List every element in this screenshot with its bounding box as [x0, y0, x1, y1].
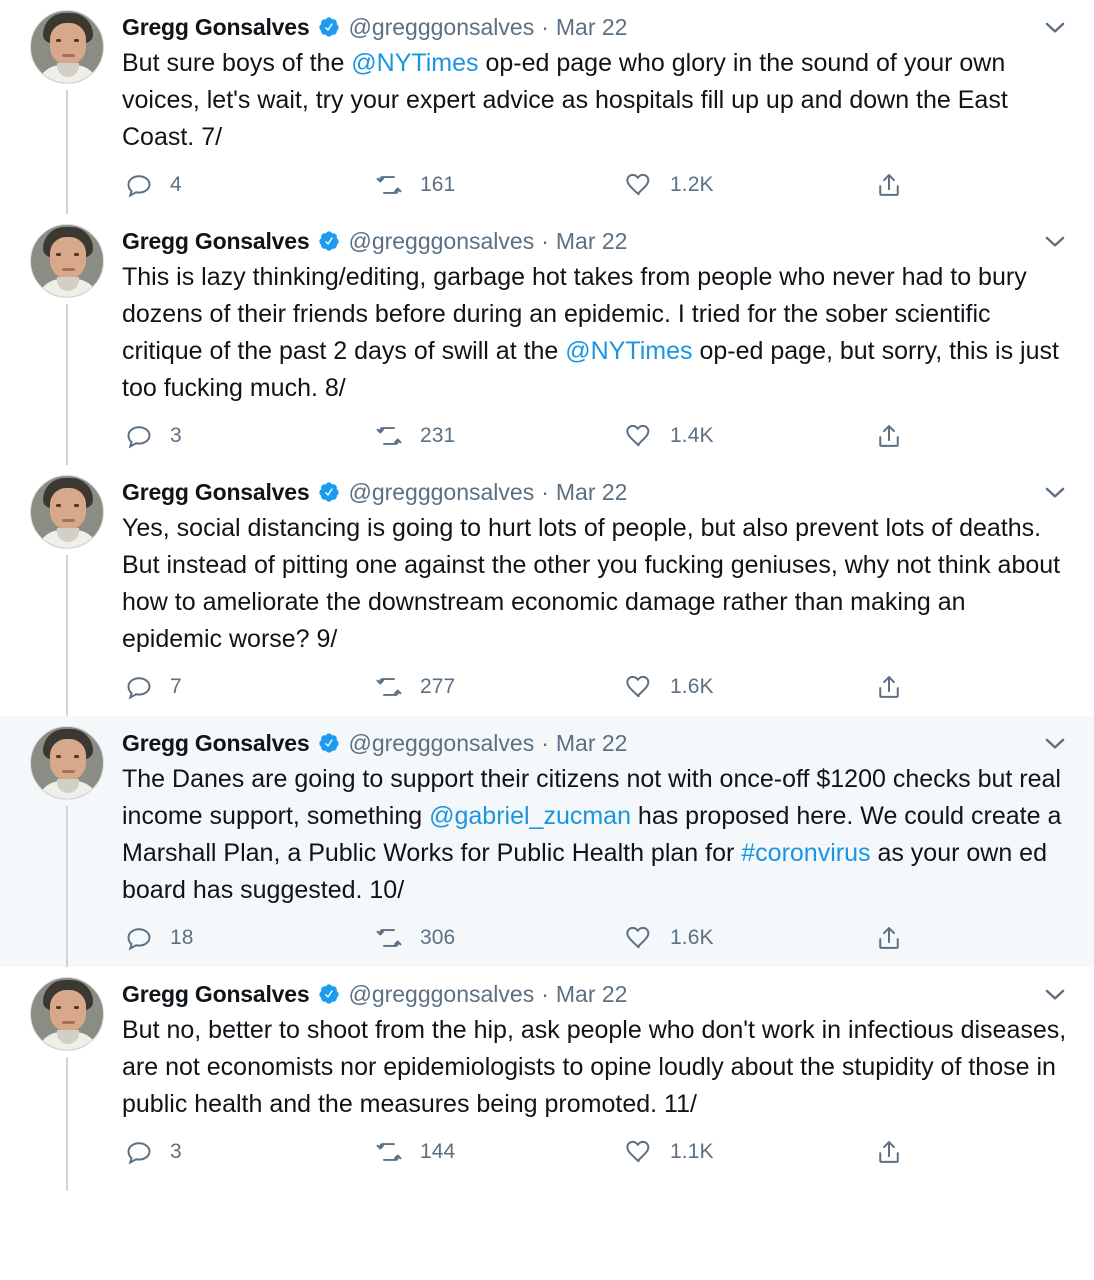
tweet-text [122, 510, 1072, 658]
meta-separator: · [541, 479, 549, 505]
like-count: 1.4K [670, 424, 714, 447]
tweet-header [122, 224, 1072, 258]
tweet-date[interactable]: Mar 22 [555, 228, 628, 254]
like-heart-icon [622, 1135, 656, 1169]
author-name[interactable]: Gregg Gonsalves [122, 14, 310, 40]
tweet-text-segment: op-ed page, but sorry, this is just too fucking much. 8/ [122, 337, 1059, 402]
avatar-column [30, 977, 122, 1177]
meta-separator: · [541, 981, 549, 1007]
verified-badge-icon [318, 983, 340, 1005]
share-action[interactable] [872, 921, 920, 955]
chevron-down-icon[interactable] [1038, 10, 1072, 44]
retweet-icon [372, 168, 406, 202]
reply-count: 4 [170, 173, 182, 196]
reply-icon [122, 168, 156, 202]
avatar-column [30, 10, 122, 210]
retweet-icon [372, 670, 406, 704]
tweet-text-link[interactable]: @gabriel_zucman [429, 802, 631, 830]
share-icon [872, 921, 906, 955]
tweet-actions [122, 670, 1072, 704]
reply-icon [122, 419, 156, 453]
tweet-text-link[interactable]: #coronvirus [741, 839, 871, 867]
chevron-down-icon[interactable] [1038, 224, 1072, 258]
tweet-header [122, 475, 1072, 509]
tweet-text-segment: has proposed here. We could create a Marshall Plan, a Public Works for Public Health plan for [122, 802, 1062, 867]
verified-badge-icon [318, 481, 340, 503]
share-action[interactable] [872, 1135, 920, 1169]
author-name[interactable]: Gregg Gonsalves [122, 228, 310, 254]
chevron-down-icon[interactable] [1038, 977, 1072, 1011]
reply-action[interactable] [122, 670, 372, 704]
share-icon [872, 670, 906, 704]
meta-separator: · [541, 228, 549, 254]
retweet-count: 161 [420, 173, 456, 196]
retweet-icon [372, 921, 406, 955]
retweet-action[interactable] [372, 1135, 622, 1169]
tweet-text-segment: But sure boys of the [122, 49, 352, 77]
reply-action[interactable] [122, 419, 372, 453]
thread-connector-line [66, 1057, 68, 1191]
verified-badge-icon [318, 230, 340, 252]
like-heart-icon [622, 921, 656, 955]
reply-action[interactable] [122, 921, 372, 955]
like-heart-icon [622, 419, 656, 453]
tweet-text-segment: This is lazy thinking/editing, garbage hot takes from people who never had to bury dozens of their friends before during an epidemic. I tried for the sober scientific critique of the past 2 days of swill at the [122, 263, 1027, 365]
author-handle[interactable]: @gregggonsalves [348, 730, 535, 756]
verified-badge-icon [318, 16, 340, 38]
like-action[interactable] [622, 1135, 872, 1169]
avatar[interactable] [30, 224, 104, 298]
tweet[interactable] [0, 465, 1094, 716]
author-name[interactable]: Gregg Gonsalves [122, 981, 310, 1007]
tweet-text-link[interactable]: @NYTimes [351, 49, 479, 77]
tweet-text [122, 259, 1072, 407]
tweet[interactable] [0, 0, 1094, 214]
tweet-text-segment: op-ed page who glory in the sound of your own voices, let's wait, try your expert advice as hospitals fill up up and down the East Coast. 7/ [122, 49, 1008, 151]
author-handle[interactable]: @gregggonsalves [348, 228, 535, 254]
retweet-count: 277 [420, 675, 456, 698]
like-count: 1.6K [670, 675, 714, 698]
share-action[interactable] [872, 168, 920, 202]
meta-separator: · [541, 14, 549, 40]
share-icon [872, 1135, 906, 1169]
tweet-content [122, 10, 1080, 210]
retweet-action[interactable] [372, 670, 622, 704]
retweet-action[interactable] [372, 168, 622, 202]
retweet-action[interactable] [372, 419, 622, 453]
reply-icon [122, 921, 156, 955]
retweet-count: 306 [420, 926, 456, 949]
meta-separator: · [541, 730, 549, 756]
reply-action[interactable] [122, 1135, 372, 1169]
like-count: 1.6K [670, 926, 714, 949]
tweet-actions [122, 921, 1072, 955]
retweet-action[interactable] [372, 921, 622, 955]
retweet-icon [372, 419, 406, 453]
share-icon [872, 419, 906, 453]
tweet-text [122, 1012, 1072, 1123]
tweet-content [122, 977, 1080, 1177]
tweet-actions [122, 168, 1072, 202]
retweet-count: 144 [420, 1140, 456, 1163]
avatar[interactable] [30, 10, 104, 84]
share-action[interactable] [872, 670, 920, 704]
tweet-header [122, 10, 1072, 44]
tweet[interactable] [0, 716, 1094, 967]
avatar-column [30, 726, 122, 963]
share-icon [872, 168, 906, 202]
thread-connector-line [66, 304, 68, 475]
author-handle[interactable]: @gregggonsalves [348, 479, 535, 505]
tweet-text [122, 45, 1072, 156]
tweet-date[interactable]: Mar 22 [555, 730, 628, 756]
retweet-icon [372, 1135, 406, 1169]
tweet-header [122, 726, 1072, 760]
reply-icon [122, 670, 156, 704]
tweet[interactable] [0, 214, 1094, 465]
tweet-text-segment: Yes, social distancing is going to hurt lots of people, but also prevent lots of deaths. But instead of pitting one against the other you fucking geniuses, why not think about how to ameliorate the downstream economic damage rather than making an epidemic worse? 9/ [122, 514, 1061, 653]
tweet[interactable] [0, 967, 1094, 1181]
like-action[interactable] [622, 670, 872, 704]
tweet-actions [122, 419, 1072, 453]
like-count: 1.1K [670, 1140, 714, 1163]
tweet-content [122, 224, 1080, 461]
thread-connector-line [66, 90, 68, 224]
tweet-header [122, 977, 1072, 1011]
tweet-text [122, 761, 1072, 909]
tweet-content [122, 726, 1080, 963]
like-action[interactable] [622, 419, 872, 453]
thread-connector-line [66, 806, 68, 977]
thread-connector-line [66, 555, 68, 726]
avatar-column [30, 475, 122, 712]
like-action[interactable] [622, 168, 872, 202]
tweet-date[interactable]: Mar 22 [555, 479, 628, 505]
avatar-column [30, 224, 122, 461]
like-heart-icon [622, 670, 656, 704]
author-handle[interactable]: @gregggonsalves [348, 14, 535, 40]
verified-badge-icon [318, 732, 340, 754]
avatar[interactable] [30, 475, 104, 549]
tweet-text-segment: The Danes are going to support their citizens not with once-off $1200 checks but real income support, something [122, 765, 1061, 830]
reply-icon [122, 1135, 156, 1169]
author-handle[interactable]: @gregggonsalves [348, 981, 535, 1007]
reply-count: 3 [170, 1140, 182, 1163]
author-name[interactable]: Gregg Gonsalves [122, 479, 310, 505]
chevron-down-icon[interactable] [1038, 726, 1072, 760]
avatar[interactable] [30, 977, 104, 1051]
reply-count: 3 [170, 424, 182, 447]
tweet-date[interactable]: Mar 22 [555, 14, 628, 40]
tweet-content [122, 475, 1080, 712]
like-action[interactable] [622, 921, 872, 955]
tweet-text-segment: But no, better to shoot from the hip, ask people who don't work in infectious diseases, are not economists nor epidemiologists to opine loudly about the stupidity of those in public health and the measures being promoted. 11/ [122, 1016, 1067, 1118]
tweet-text-segment: as your own ed board has suggested. 10/ [122, 839, 1047, 904]
avatar[interactable] [30, 726, 104, 800]
share-action[interactable] [872, 419, 920, 453]
tweet-text-link[interactable]: @NYTimes [565, 337, 693, 365]
like-count: 1.2K [670, 173, 714, 196]
tweet-date[interactable]: Mar 22 [555, 981, 628, 1007]
author-name[interactable]: Gregg Gonsalves [122, 730, 310, 756]
reply-action[interactable] [122, 168, 372, 202]
reply-count: 18 [170, 926, 194, 949]
retweet-count: 231 [420, 424, 456, 447]
tweet-actions [122, 1135, 1072, 1169]
chevron-down-icon[interactable] [1038, 475, 1072, 509]
like-heart-icon [622, 168, 656, 202]
reply-count: 7 [170, 675, 182, 698]
